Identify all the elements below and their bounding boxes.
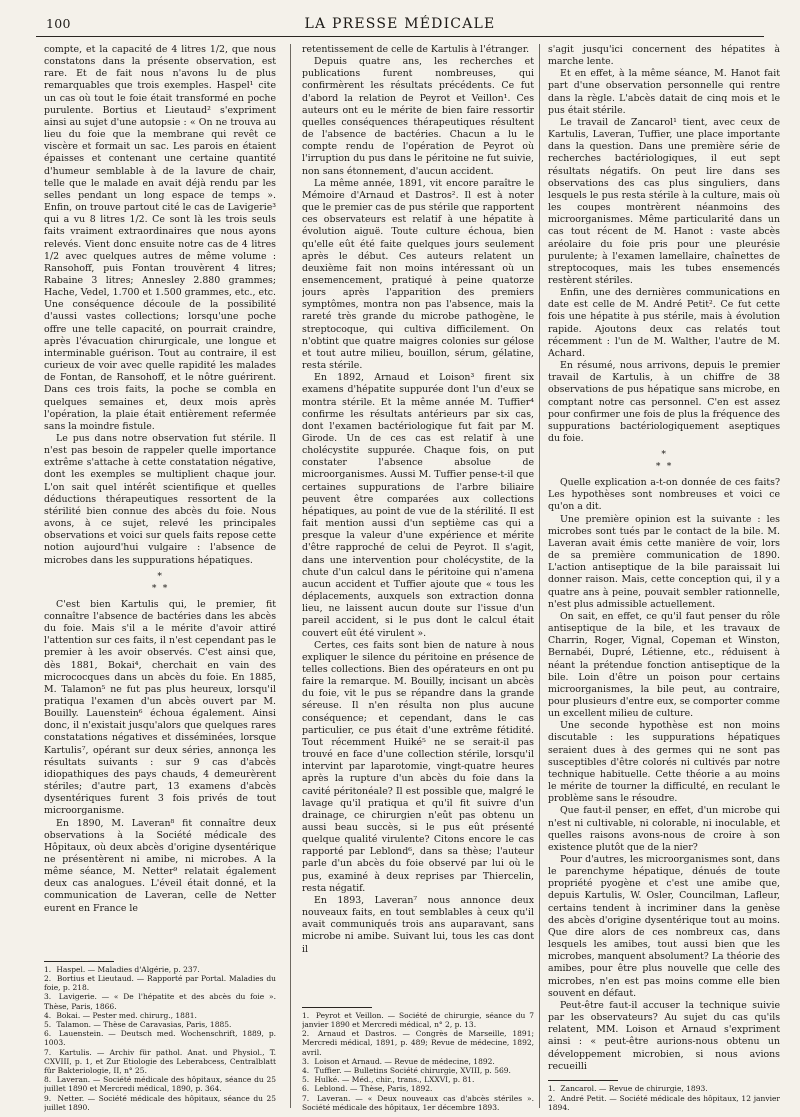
paragraph: En 1890, M. Laveran⁸ fit connaître deux observations à la Société médicale des Hôpitaux, où deux abcès d'origine dysentérique ne présentèrent ni amibe, ni microbes. A la même séance, M. Netter⁹ relatait également deux cas analogues. L'éveil était donné, et la communication de Laveran, celle de Netter eurent en France le <box>44 817 276 914</box>
footnote <box>44 1029 276 1047</box>
footnote-text: Arnaud et Dastros. — Congrès de Marseille, 1891; Mercredi médical, 1891, p. 489; Revue de médecine, 1892, avril. <box>302 1029 534 1057</box>
paragraph: retentissement de celle de Kartulis à l'étranger. <box>302 44 530 55</box>
footnote <box>548 1084 780 1093</box>
paragraph: La même année, 1891, vit encore paraître le Mémoire d'Arnaud et Dastros². Il est à noter que le premier cas de pus stérile que rapportent ces observateurs est relatif à une hépatite à évolution aiguë. Toute culture échoua, bien qu'elle eût été faite quelques jours seulement après le début. Ces auteurs relatent un deuxième fait non moins intéressant où un ensemencement, pratiqué à peine quatorze jours après l'apparition des premiers symptômes, montra non pas l'absence, mais la rareté très grande du microbe pathogène, le streptocoque, qui cultiva difficilement. On n'obtint que quatre maigres colonies sur gélose et tout autre milieu, bouillon, sérum, gélatine, resta stérile. <box>302 177 534 372</box>
footnote <box>44 974 276 992</box>
footnote <box>44 1011 276 1020</box>
footnote-text: André Petit. — Société médicale des hôpitaux, 12 janvier 1894. <box>548 1093 780 1112</box>
journal-title: LA PRESSE MÉDICALE <box>304 16 496 32</box>
footnote-text: Bortius et Lieutaud. — Rapporté par Portal. Maladies du foie, p. 218. <box>44 973 276 993</box>
footnote-number: 6. <box>302 1084 310 1094</box>
paragraph: Et en effet, à la même séance, M. Hanot fait part d'une observation personnelle qui rentre dans la règle. L'abcès datait de cinq mois et le pus était stérile. <box>548 68 780 116</box>
column-divider <box>539 44 540 1108</box>
column-body <box>44 44 276 915</box>
header-rule <box>36 36 764 37</box>
footnote <box>44 1094 276 1112</box>
page-header <box>36 16 764 38</box>
footnote-text: Loison et Arnaud. — Revue de médecine, 1892. <box>314 1056 495 1066</box>
page-number: 100 <box>46 16 71 31</box>
footnote-rule <box>44 961 114 962</box>
column-body <box>302 44 534 956</box>
paragraph: Depuis quatre ans, les recherches et publications furent nombreuses, qui confirmèrent les résultats précédents. Ce fut d'abord la relation de Peyrot et Veillon¹. Ces auteurs ont eu le mérite de bien faire ressortir quelles conséquences thérapeutiques résultent de l'absence de bactéries. Chacun a lu le compte rendu de l'opération de Peyrot où l'irruption du pus dans le péritoine ne fut suivie, non sans étonnement, d'aucun accident. <box>302 56 534 177</box>
footnote <box>44 1075 276 1093</box>
footnote-text: Netter. — Société médicale des hôpitaux, séance du 25 juillet 1890. <box>44 1093 276 1112</box>
footnote-text: Tuffier. — Bulletins Société chirurgie, XVIII, p. 569. <box>314 1065 511 1075</box>
footnotes <box>44 961 276 1112</box>
footnote-text: Kartulis. — Archiv für pathol. Anat. und Physiol., T. CXVIII, p. 1, et Zur Etiologie des Leberabcess, Centralblatt für Bakteriologie, II, n° 25. <box>44 1047 276 1075</box>
column-1 <box>44 44 276 1112</box>
paragraph: s'agit jusqu'ici concernent des hépatites à marche lente. <box>548 44 780 68</box>
footnote-number: 2. <box>44 973 52 983</box>
footnote-number: 9. <box>44 1093 52 1103</box>
footnote-text: Hulké. — Méd., chir., trans., LXXVI, p. 81. <box>314 1075 475 1085</box>
paragraph: En 1893, Laveran⁷ nous annonce deux nouveaux faits, en tout semblables à ceux qu'il avait communiqués trois ans auparavant, sans microbe ni amibe. Suivant lui, tous les cas dont il <box>302 894 534 955</box>
paragraph: Que faut-il penser, en effet, d'un microbe qui n'est ni cultivable, ni colorable, ni inoculable, et quelles raisons avons-nous de croire à son existence plutôt que de la nier? <box>548 805 780 853</box>
footnote-number: 1. <box>302 1010 310 1020</box>
footnote-text: Peyrot et Veillon. — Société de chirurgie, séance du 7 janvier 1890 et Mercredi médical, n° 2, p. 13. <box>302 1010 534 1029</box>
paragraph: Une seconde hypothèse est non moins discutable : les suppurations hépatiques seraient dues à des germes qui ne sont pas susceptibles d'être colorés ni cultivés par notre technique habituelle. Cette théorie a au moins le mérite de tourner la difficulté, en reculant le problème sans le résoudre. <box>548 720 780 805</box>
footnote-rule <box>302 1007 372 1008</box>
paragraph: Pour d'autres, les microorganismes sont, dans le parenchyme hépatique, dénués de toute propriété pyogène et c'est une amibe que, depuis Kartulis, W. Osler, Councilman, Lafleur, certains tendent à incriminer dans la genèse des abcès d'origine dysentérique tout au moins. Que dire alors de ces nombreux cas, dans lesquels les amibes, tout aussi bien que les microbes, manquent absolument? La théorie des amibes, pour être plus nouvelle que celle des microbes, n'en est pas moins comme elle bien souvent en défaut. <box>548 854 780 999</box>
footnote-number: 2. <box>548 1093 556 1103</box>
footnote-number: 1. <box>44 964 52 974</box>
footnote-number: 5. <box>302 1075 310 1085</box>
column-divider <box>290 44 291 1108</box>
footnote-text: Laveran. — Société médicale des hôpitaux, séance du 25 juillet 1890 et Mercredi médical, 1890, p. 364. <box>44 1075 276 1094</box>
footnote-number: 7. <box>44 1047 52 1057</box>
section-separator-stars: ∗ ∗ ∗ <box>150 569 170 592</box>
footnote-text: Laveran. — « Deux nouveaux cas d'abcès stériles ». Société médicale des hôpitaux, 1er décembre 1893. <box>302 1093 534 1112</box>
footnote-number: 6. <box>44 1029 52 1039</box>
footnote <box>302 1094 534 1112</box>
paragraph: C'est bien Kartulis qui, le premier, fit connaître l'absence de bactéries dans les abcès du foie. Mais s'il a le mérite d'avoir attiré l'attention sur ces faits, il n'est cependant pas le premier à les avoir observés. C'est ainsi que, dès 1881, Bokai⁴, cherchait en vain des micrococques dans un abcès du foie. En 1885, M. Talamon⁵ ne fut pas plus heureux, lorsqu'il pratiqua l'examen d'un abcès ouvert par M. Bouilly. Lauenstein⁶ échoua également. Ainsi donc, il n'existait jusqu'alors que quelques rares constatations négatives et disséminées, lorsque Kartulis⁷, opérant sur deux séries, annonça les résultats suivants : sur 9 cas d'abcès idiopathiques des pays chauds, 4 demeurèrent stériles; d'autre part, 13 examens d'abcès dysentériques furent 3 fois privés de tout microorganisme. <box>44 598 276 817</box>
footnote-text: Leblond. — Thèse, Paris, 1892. <box>314 1084 433 1094</box>
footnote-text: Haspel. — Maladies d'Algérie, p. 237. <box>56 964 200 974</box>
footnote-number: 4. <box>302 1065 310 1075</box>
footnote <box>302 1057 534 1066</box>
paragraph: Enfin, une des dernières communications en date est celle de M. André Petit². Ce fut cette fois une hépatite à pus stérile, mais à évolution rapide. Ajoutons deux cas relatés tout récemment : l'un de M. Walther, l'autre de M. Achard. <box>548 287 780 359</box>
footnote <box>302 1011 534 1029</box>
paragraph: compte, et la capacité de 4 litres 1/2, que nous constatons dans la présente observation, est rare. Et de fait nous n'avons lu de plus remarquables que trois exemples. Haspel¹ cite un cas où tout le foie était transformé en poche purulente. Bortius et Lieutaud² s'expriment ainsi au sujet d'une autopsie : « On ne trouva au lieu du foie que la membrane qui revêt ce viscère et formait un sac. Les parois en étaient épaisses et contenant une certaine quantité d'humeur semblable à de la lavure de chair, telle que le malade en avait déjà rendu par les selles pendant un long espace de temps ». Enfin, on trouve partout cité le cas de Lavigerie³ qui a vu 8 litres 1/2. Ce sont là les trois seuls faits vraiment extraordinaires que nous ayons relevés. Vient donc ensuite notre cas de 4 litres 1/2 avec quelques autres de même volume : Ransohoff, puis Fontan trouvèrent 4 litres; Rabaine 3 litres; Annesley 2.880 grammes; Hache, Vedel, 1.700 et 1.500 grammes, etc., etc. Une conséquence découle de la possibilité d'aussi vastes collections; lorsqu'une poche offre une telle capacité, on pourrait craindre, après l'évacuation chirurgicale, une longue et interminable guérison. Tout au contraire, il est curieux de voir avec quelle rapidité les malades de Fontan, de Ransohoff, et le nôtre guérirent. Dans ces trois faits, la poche se combla en quelques semaines et, deux mois après l'opération, la plaie était entièrement refermée sans la moindre fistule. <box>44 44 276 432</box>
paragraph: Quelle explication a-t-on donnée de ces faits? Les hypothèses sont nombreuses et voici ce qu'on a dit. <box>548 477 780 513</box>
footnote <box>44 1048 276 1076</box>
footnote <box>302 1029 534 1057</box>
footnote-text: Lavigerie. — « De l'hépatite et des abcès du foie ». Thèse, Paris, 1866. <box>44 992 276 1011</box>
footnote <box>44 965 276 974</box>
paragraph: Le pus dans notre observation fut stérile. Il n'est pas besoin de rappeler quelle importance extrême s'attache à cette constatation négative, dont les exemples se multiplient chaque jour. L'on sait quel intérêt scientifique et quelles déductions thérapeutiques ressortent de la stérilité bien connue des abcès du foie. Nous avons, à ce sujet, relevé les principales observations et voici sur quels faits repose cette notion aujourd'hui vulgaire : l'absence de microbes dans les suppurations hépatiques. <box>44 433 276 566</box>
footnote <box>302 1084 534 1093</box>
footnote-text: Bokai. — Pester med. chirurg., 1881. <box>56 1010 197 1020</box>
paragraph: Certes, ces faits sont bien de nature à nous expliquer le silence du péritoine en présence de telles collections. Bien des opérateurs en ont pu faire la remarque. M. Bouilly, incisant un abcès du foie, vit le pus se répandre dans la grande séreuse. Il n'en résulta non plus aucune conséquence; et cependant, dans le cas particulier, ce pus était d'une extrême fétidité. Tout récemment Huiké⁵ ne se serait-il pas trouvé en face d'une collection stérile, lorsqu'il intervint par laparotomie, vingt-quatre heures après la rupture d'un abcès du foie dans la cavité péritonéale? Il est possible que, malgré le lavage qu'il pratiqua et qu'il fit suivre d'un drainage, ce chirurgien n'eût pas obtenu un aussi beau succès, si le pus eût présenté quelque qualité virulente? Citons encore le cas rapporté par Leblond⁶, dans sa thèse; l'auteur parle d'un abcès du foie observé par lui où le pus, examiné à deux reprises par Thiercelin, resta négatif. <box>302 639 534 894</box>
section-separator-stars: ∗ ∗ ∗ <box>654 448 674 471</box>
footnote-number: 7. <box>302 1093 310 1103</box>
footnote-text: Talamon. — Thèse de Caravasias, Paris, 1885. <box>56 1019 232 1029</box>
footnote <box>302 1075 534 1084</box>
footnote-number: 4. <box>44 1010 52 1020</box>
footnote <box>44 992 276 1010</box>
footnote-number: 5. <box>44 1019 52 1029</box>
footnotes <box>302 1007 534 1112</box>
footnote-rule <box>548 1080 618 1081</box>
paragraph: En 1892, Arnaud et Loison³ firent six examens d'hépatite suppurée dont l'un d'eux se montra stérile. Et la même année M. Tuffier⁴ confirme les résultats antérieurs par six cas, dont l'examen bactériologique fut fait par M. Girode. Un de ces cas est relatif à une cholécystite suppurée. Chaque fois, on put constater l'absence absolue de microorganismes. Aussi M. Tuffier pense-t-il que certaines suppurations de l'arbre biliaire peuvent être comparées aux collections hépatiques, au point de vue de la stérilité. Il est fait mention aussi d'un septième cas qui a presque la valeur d'une expérience et mérite d'être rapproché de celui de Peyrot. Il s'agit, dans une intervention pour cholécystite, de la chute d'un calcul dans le péritoine qui n'amena aucun accident et Tuffier ajoute que « tous les déplacements, auxquels son extraction donna lieu, ne laissent aucun doute sur l'issue d'un pareil accident, si le pus dont le calcul était couvert eût été virulent ». <box>302 372 534 639</box>
paragraph: On sait, en effet, ce qu'il faut penser du rôle antiseptique de la bile, et les travaux de Charrin, Roger, Vignal, Copeman et Winston, Bernabéi, Dupré, Létienne, etc., réduisent à néant la prétendue fonction antiseptique de la bile. Loin d'être un poison pour certains microorganismes, la bile peut, au contraire, pour plusieurs d'entre eux, se comporter comme un excellent milieu de culture. <box>548 610 780 720</box>
footnote-number: 1. <box>548 1084 556 1094</box>
footnote <box>548 1094 780 1112</box>
paragraph: En résumé, nous arrivons, depuis le premier travail de Kartulis, à un chiffre de 38 observations de pus hépatique sans microbe, en comptant notre cas personnel. C'en est assez pour confirmer une fois de plus la fréquence des suppurations bactériologiquement aseptiques du foie. <box>548 360 780 444</box>
footnote-number: 3. <box>302 1056 310 1066</box>
column-3 <box>548 44 780 1112</box>
footnote-number: 3. <box>44 992 52 1002</box>
footnote <box>44 1020 276 1029</box>
column-body <box>548 44 780 1073</box>
footnote <box>302 1066 534 1075</box>
footnotes <box>548 1080 780 1112</box>
footnote-text: Zancarol. — Revue de chirurgie, 1893. <box>560 1084 708 1094</box>
footnote-text: Lauenstein. — Deutsch med. Wochenschrift, 1889, p. 1003. <box>44 1029 276 1048</box>
paragraph: Une première opinion est la suivante : les microbes sont tués par le contact de la bile. M. Laveran avait émis cette manière de voir, lors de sa première communication de 1890. L'action antiseptique de la bile paraissait lui donner raison. Mais, cette conception qui, il y a quatre ans à peine, pouvait sembler rationnelle, n'est plus admissible actuellement. <box>548 513 780 610</box>
paragraph: Le travail de Zancarol¹ tient, avec ceux de Kartulis, Laveran, Tuffier, une place importante dans la question. Dans une première série de recherches bactériologiques, il eut sept résultats négatifs. On peut lire dans ses observations des cas plus singuliers, dans lesquels le pus resta stérile à la culture, mais où les coupes montrèrent néanmoins des microorganismes. Même particularité dans un cas tout récent de M. Hanot : vaste abcès aréolaire du foie pris pour une pleurésie purulente; à l'examen lamellaire, chaînettes de streptocoques, mais les tubes ensemencés restèrent stériles. <box>548 116 780 286</box>
footnote-number: 8. <box>44 1075 52 1085</box>
footnote-number: 2. <box>302 1029 310 1039</box>
column-2 <box>302 44 534 1112</box>
paragraph: Peut-être faut-il accuser la technique suivie par les observateurs? Au sujet du cas qu'ils relatent, MM. Loison et Arnaud s'expriment ainsi : « peut-être aurions-nous obtenu un développement microbien, si nous avions recueilli <box>548 999 780 1072</box>
